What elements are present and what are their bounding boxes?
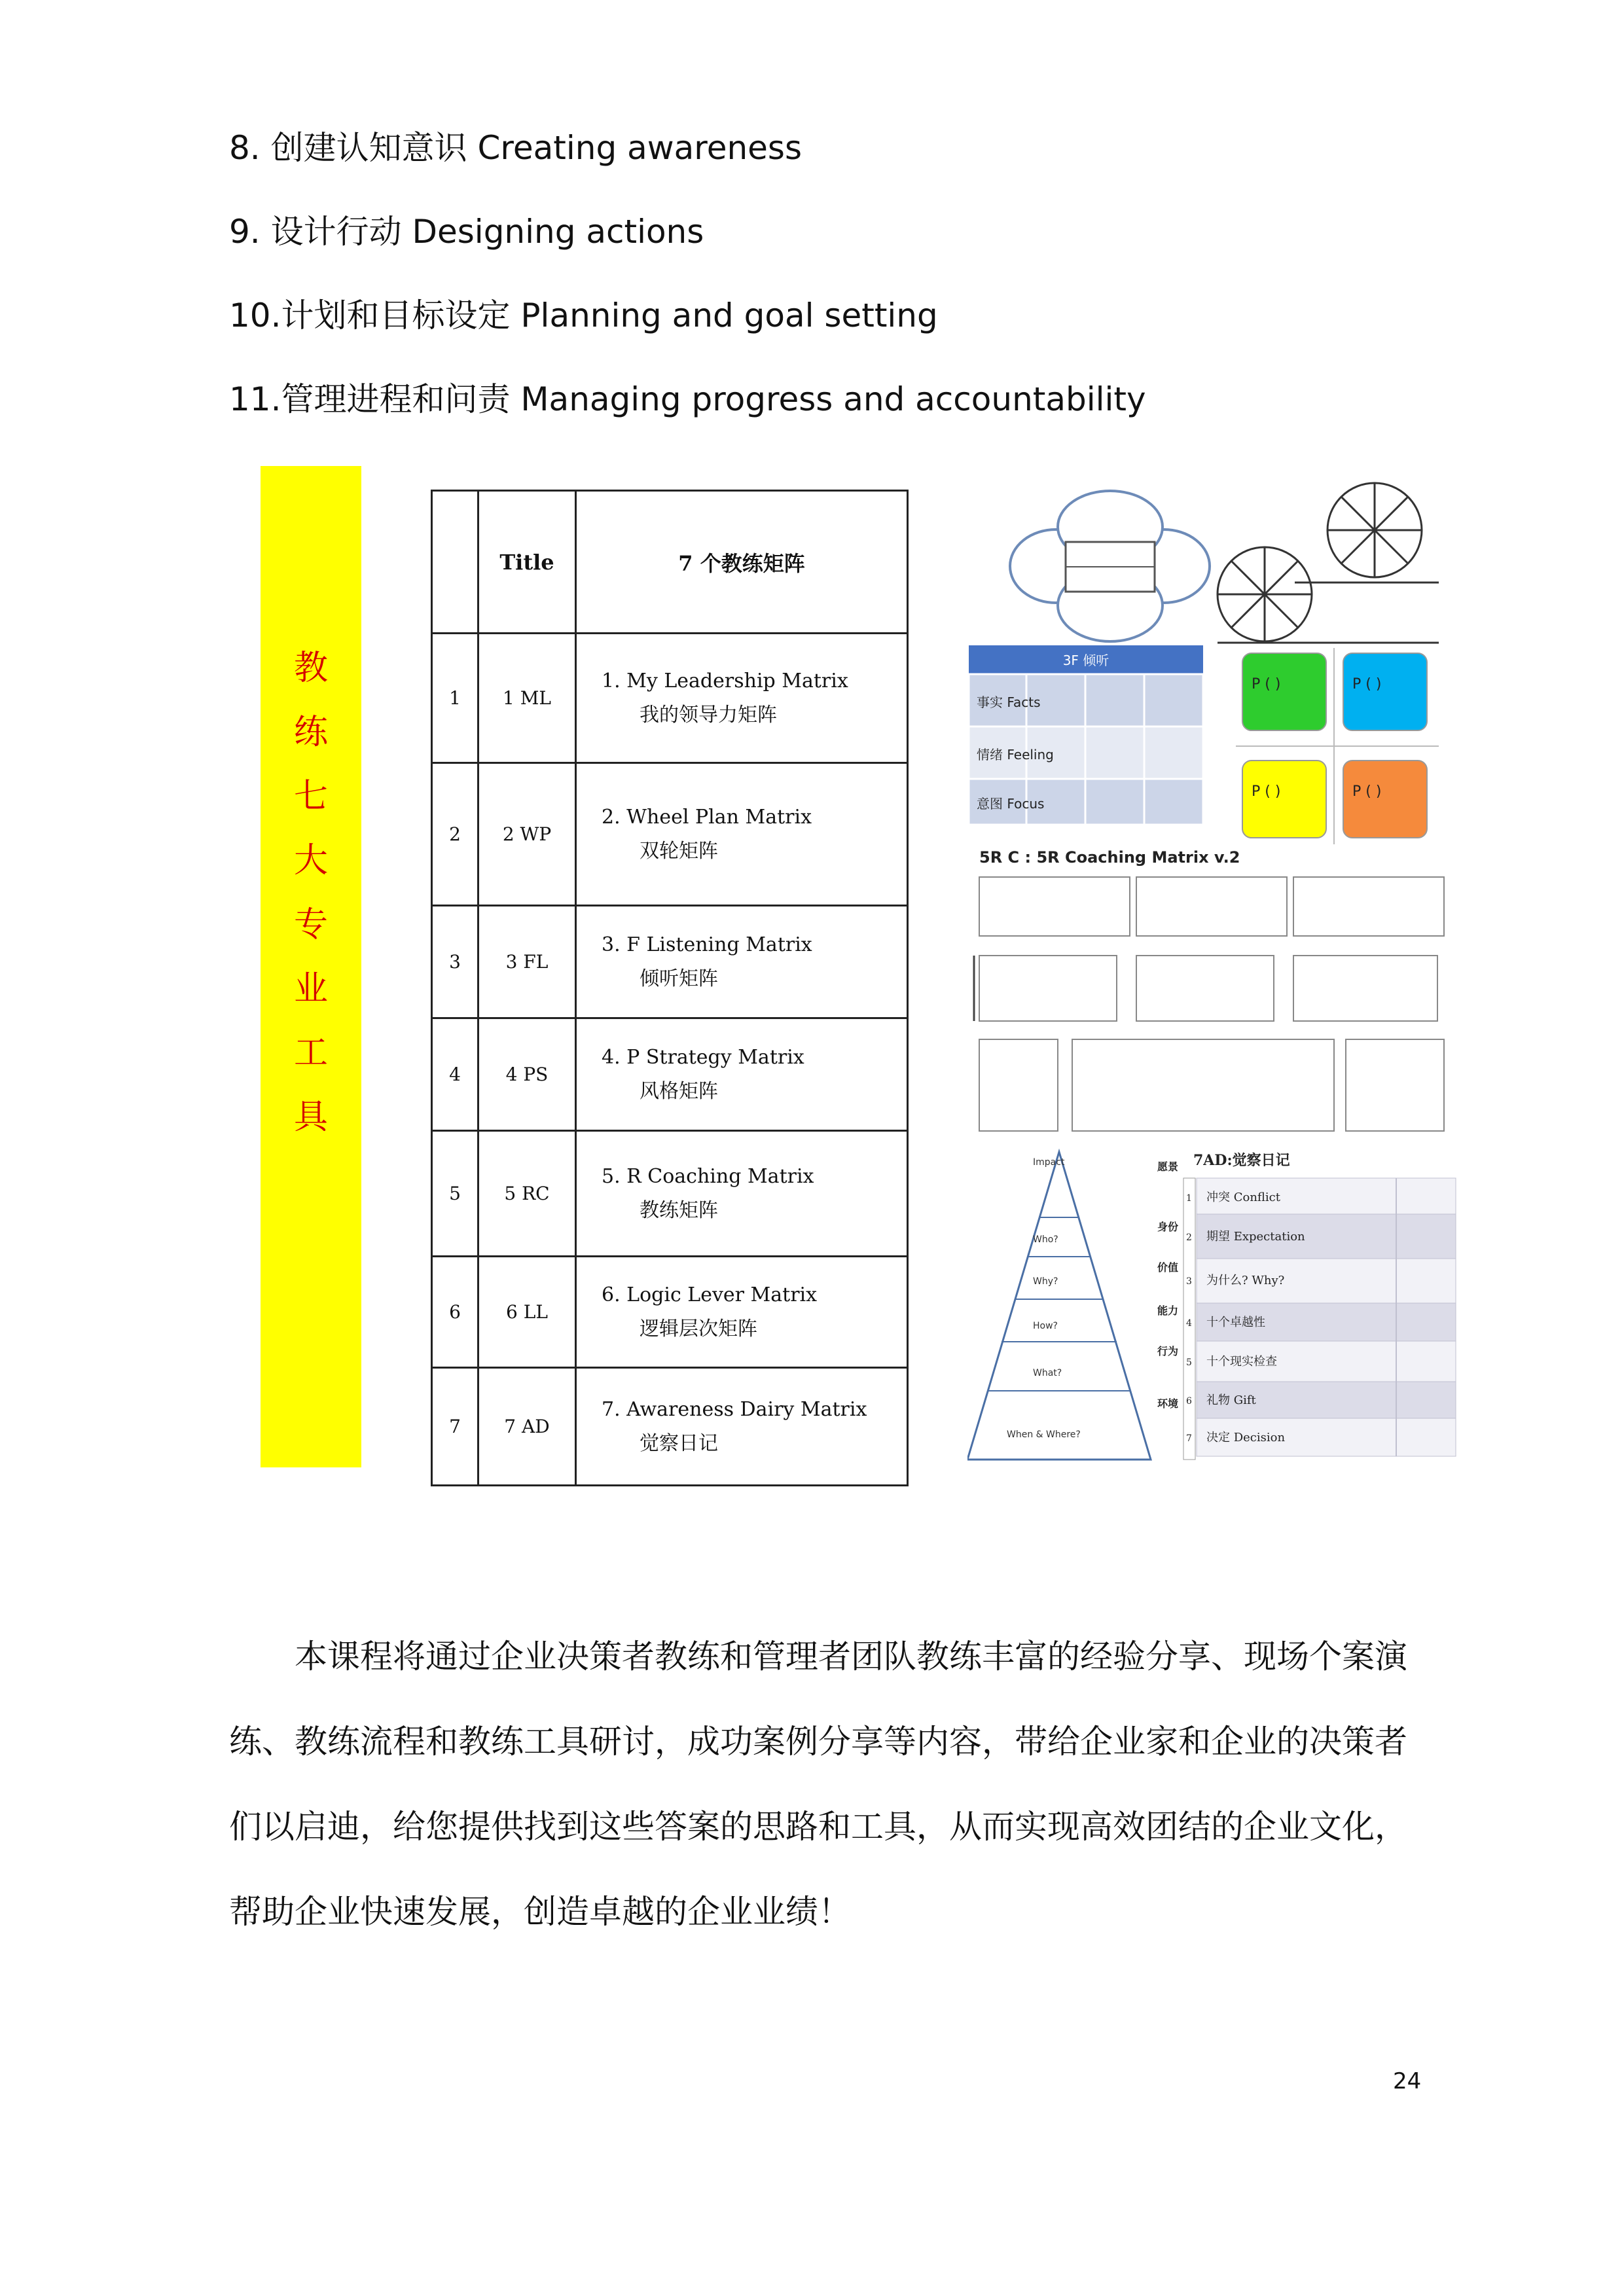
side-label-char: 教 (293, 649, 328, 688)
listening-title: 3F 倾听 (1062, 653, 1110, 668)
list-item-8: 8. 创建认知意识 Creating awareness (229, 129, 803, 167)
diary-item-text: 十个现实检查 (1206, 1355, 1277, 1369)
style-label-green: P ( ) (1252, 676, 1281, 692)
diary-item-text: 礼物 Gift (1206, 1393, 1256, 1407)
logic-label: What? (1033, 1368, 1062, 1378)
diary-item-num: 7 (1186, 1433, 1192, 1444)
row-number: 1 (432, 634, 478, 763)
logic-level: 价值 (1157, 1261, 1179, 1274)
table-row (432, 1018, 908, 1131)
side-label-char: 工 (293, 1033, 328, 1073)
diary-item-num: 4 (1186, 1318, 1192, 1329)
table-row (432, 1131, 908, 1257)
list-item-11: 11.管理进程和问责 Managing progress and accountability (229, 380, 1146, 418)
row-name (576, 634, 908, 763)
logic-level-pyramid (967, 1152, 1178, 1460)
diary-item-text: 决定 Decision (1206, 1431, 1286, 1444)
row-name-en: 3. F Listening Matrix (602, 933, 812, 956)
row-code: 1 ML (478, 634, 576, 763)
coaching-matrix-title: 5R C : 5R Coaching Matrix v.2 (979, 848, 1240, 867)
list-item-10: 10.计划和目标设定 Planning and goal setting (229, 296, 938, 334)
row-name (576, 1131, 908, 1257)
row-name (576, 1257, 908, 1368)
row-number: 6 (432, 1257, 478, 1368)
diary-item-text: 为什么? Why? (1206, 1274, 1285, 1287)
row-name-en: 4. P Strategy Matrix (602, 1045, 804, 1069)
side-label-char: 业 (293, 969, 328, 1009)
row-name-cn: 倾听矩阵 (640, 967, 718, 990)
table-row (432, 1368, 908, 1486)
side-label-char: 具 (293, 1098, 328, 1137)
table-row (432, 1257, 908, 1368)
row-name (576, 763, 908, 906)
logic-level: 环境 (1157, 1397, 1179, 1410)
row-name (576, 906, 908, 1018)
header-matrix: 7 个教练矩阵 (576, 491, 908, 634)
side-label-bar (261, 466, 361, 1467)
diary-item-num: 5 (1186, 1357, 1192, 1368)
row-name-cn: 风格矩阵 (640, 1079, 718, 1103)
row-number: 4 (432, 1018, 478, 1131)
diary-item-text: 十个卓越性 (1206, 1316, 1265, 1329)
row-name (576, 1018, 908, 1131)
diary-item-text: 期望 Expectation (1206, 1230, 1305, 1244)
row-number: 5 (432, 1131, 478, 1257)
row-name-en: 7. Awareness Dairy Matrix (602, 1397, 867, 1421)
list-item-9: 9. 设计行动 Designing actions (229, 213, 704, 251)
row-name-cn: 我的领导力矩阵 (640, 703, 777, 726)
matrix-table (431, 490, 909, 1486)
row-name-cn: 逻辑层次矩阵 (640, 1317, 757, 1340)
logic-label: Impact (1033, 1157, 1065, 1168)
row-code: 2 WP (478, 763, 576, 906)
table-row (432, 634, 908, 763)
row-number: 2 (432, 763, 478, 906)
diary-item-text: 冲突 Conflict (1206, 1191, 1281, 1204)
row-name (576, 1368, 908, 1486)
course-description (229, 1614, 1427, 1954)
side-label-char: 专 (293, 905, 328, 944)
row-code: 4 PS (478, 1018, 576, 1131)
style-quadrants (1236, 648, 1439, 844)
table-row (432, 906, 908, 1018)
header-title: Title (478, 491, 576, 634)
row-name-en: 5. R Coaching Matrix (602, 1164, 814, 1188)
listening-row-facts: 事实 Facts (977, 694, 1041, 710)
awareness-diary-title: 7AD:觉察日记 (1193, 1152, 1290, 1169)
row-code: 7 AD (478, 1368, 576, 1486)
logic-level: 身份 (1157, 1221, 1179, 1233)
logic-level: 能力 (1157, 1304, 1179, 1317)
row-code: 6 LL (478, 1257, 576, 1368)
awareness-diary-table (1183, 1152, 1456, 1460)
style-label-orange: P ( ) (1352, 783, 1382, 800)
logic-level: 愿景 (1157, 1160, 1179, 1173)
row-name-cn: 双轮矩阵 (640, 839, 718, 863)
style-label-blue: P ( ) (1352, 676, 1382, 692)
row-name-en: 1. My Leadership Matrix (602, 669, 848, 692)
logic-label: When & Where? (1007, 1429, 1081, 1440)
leadership-diagram (1010, 491, 1210, 641)
row-name-en: 2. Wheel Plan Matrix (602, 805, 812, 829)
logic-level: 行为 (1157, 1345, 1179, 1357)
row-code: 3 FL (478, 906, 576, 1018)
logic-label: How? (1033, 1321, 1058, 1331)
matrix-collage (967, 478, 1465, 1486)
diary-item-num: 2 (1186, 1232, 1192, 1243)
table-header-row (432, 491, 908, 634)
row-number: 7 (432, 1368, 478, 1486)
table-row (432, 763, 908, 906)
listening-row-feeling: 情绪 Feeling (977, 747, 1054, 762)
style-label-yellow: P ( ) (1252, 783, 1281, 800)
side-label-char: 七 (293, 777, 328, 816)
row-name-en: 6. Logic Lever Matrix (602, 1283, 818, 1306)
page-number: 24 (1393, 2068, 1422, 2094)
logic-label: Why? (1033, 1276, 1058, 1287)
diary-item-num: 3 (1186, 1276, 1192, 1287)
diary-item-num: 1 (1186, 1193, 1192, 1204)
logic-label: Who? (1033, 1234, 1058, 1245)
course-description-text: 本课程将通过企业决策者教练和管理者团队教练丰富的经验分享、现场个案演练、教练流程和教练工具研讨，成功案例分享等内容，带给企业家和企业的决策者们以启迪，给您提供找到这些答案的思路和工具，从而实现高效团结的企业文化，帮助企业快速发展，创造卓越的企业业绩！ (229, 1638, 1407, 1931)
row-name-cn: 觉察日记 (640, 1431, 718, 1455)
coaching-matrix (974, 848, 1444, 1131)
row-number: 3 (432, 906, 478, 1018)
wheel-plan-diagram (1218, 483, 1439, 643)
side-label-char: 大 (293, 841, 328, 880)
diary-item-num: 6 (1186, 1396, 1192, 1407)
side-label-char: 练 (293, 713, 328, 752)
row-name-cn: 教练矩阵 (640, 1198, 718, 1222)
row-code: 5 RC (478, 1131, 576, 1257)
listening-table (969, 645, 1203, 825)
listening-row-focus: 意图 Focus (977, 796, 1045, 812)
